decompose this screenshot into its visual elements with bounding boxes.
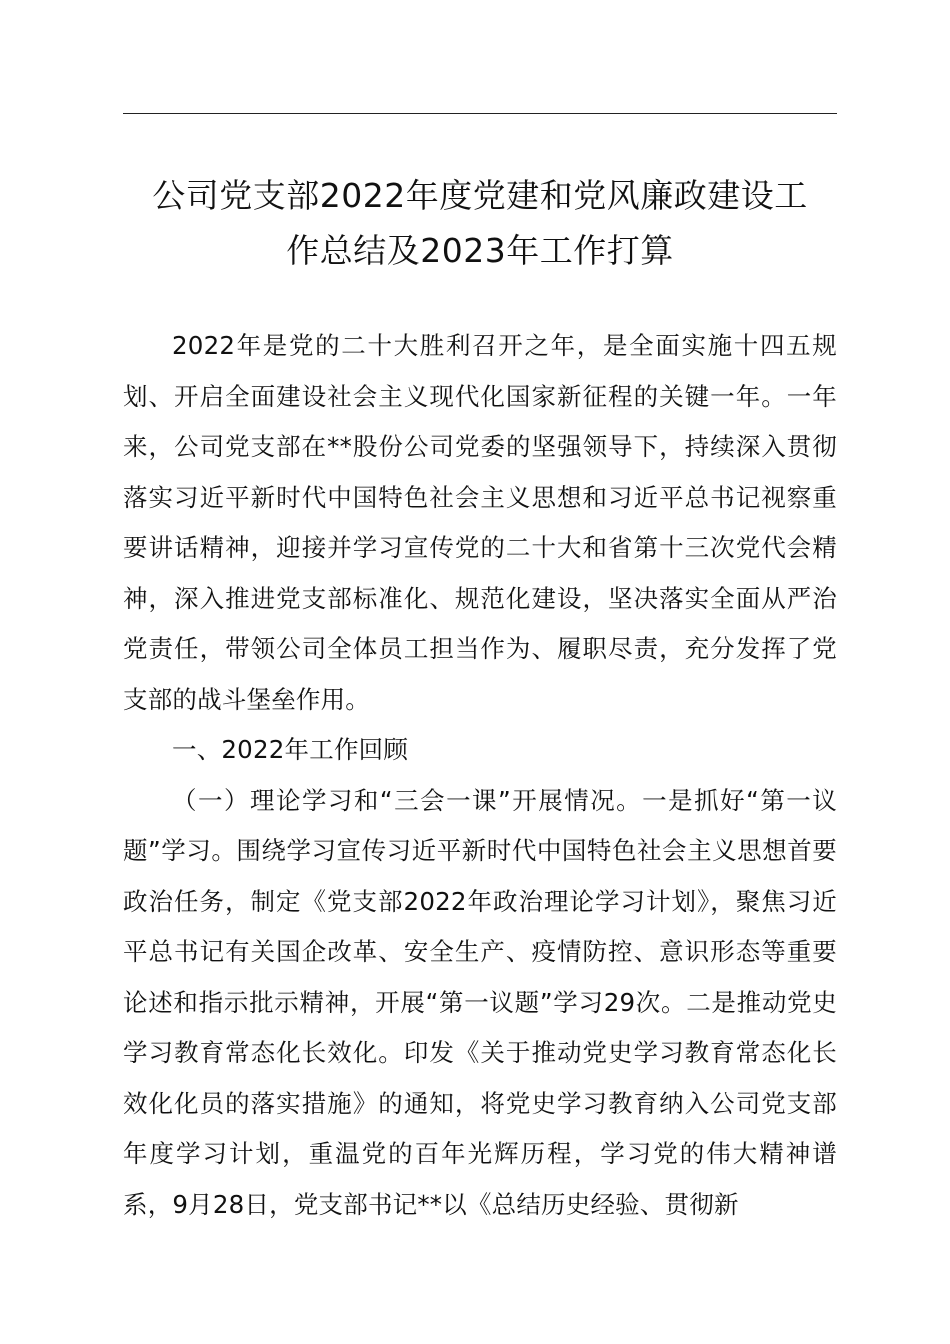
section-heading: 一、2022年工作回顾 — [172, 735, 409, 764]
header-rule — [123, 113, 837, 114]
title-line-2: 作总结及2023年工作打算 — [286, 231, 674, 270]
document-title — [123, 168, 837, 278]
subsection-paragraph: （一）理论学习和“三会一课”开展情况。一是抓好“第一议题”学习。围绕学习宣传习近平新时代中国特色社会主义思想首要政治任务，制定《党支部2022年政治理论学习计划》，聚焦习近平总书记有关国企改革、安全生产、疫情防控、意识形态等重要论述和指示批示精神，开展“第一议题”学习29次。二是推动党史学习教育常态化长效化。印发《关于推动党史学习教育常态化长效化化员的落实措施》的通知，将党史学习教育纳入公司党支部年度学习计划，重温党的百年光辉历程，学习党的伟大精神谱系，9月28日，党支部书记**以《总结历史经验、贯彻新 — [123, 785, 837, 1219]
title-line-1: 公司党支部2022年度党建和党风廉政建设工 — [152, 176, 808, 215]
document-body — [123, 321, 837, 1230]
intro-paragraph: 2022年是党的二十大胜利召开之年，是全面实施十四五规划、开启全面建设社会主义现代化国家新征程的关键一年。一年来，公司党支部在**股份公司党委的坚强领导下，持续深入贯彻落实习近平新时代中国特色社会主义思想和习近平总书记视察重要讲话精神，迎接并学习宣传党的二十大和省第十三次党代会精神，深入推进党支部标准化、规范化建设，坚决落实全面从严治党责任，带领公司全体员工担当作为、履职尽责，充分发挥了党支部的战斗堡垒作用。 — [123, 331, 837, 714]
